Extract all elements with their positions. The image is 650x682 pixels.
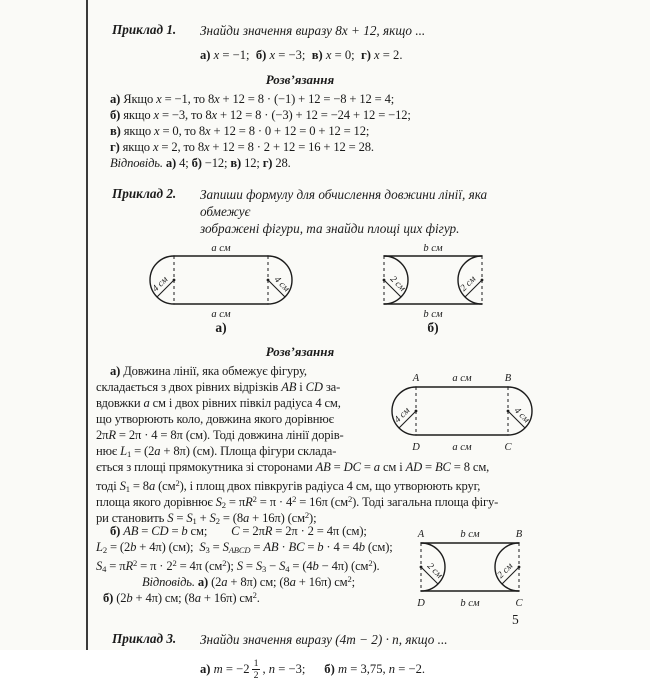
solution-line: а) Якщо x = −1, то 8x + 12 = 8 · (−1) + 12 = −8 + 12 = 4; [110,92,395,106]
solution-line: $S_4 = \pi R^2 = \pi \cdot 2^2 = 4\pi$ $(см^2)$; $S = S_3 - S_4 = (4b - 4\pi)$ $(см^2)$. [96,558,380,574]
example-2-solution-heading: Розв’язання [265,344,335,359]
radius-label: 2 см [495,561,516,581]
side-label-top: b см [423,243,443,254]
example-1-header [96,22,532,39]
vertex-c: C [504,442,512,453]
example-2-answer-b: б) (2b + 4π) см; (8a + 16π) $см^2$. [103,590,260,605]
page-edge-line [86,0,88,650]
example-2-answer-a: Відповідь. а) (2a + 8π) см; (8a + 16π) $см^2$; [142,574,355,589]
radius-label: 4 см [271,274,292,295]
stadium-top-bottom-sides [416,387,508,435]
side-label-bottom: а см [452,442,472,453]
vertex-d: D [412,442,420,453]
radius-label: 4 см [392,405,413,426]
example-1-label: Приклад 1. [112,22,177,37]
example-3-header [96,631,532,648]
radius-label: 2 см [424,561,445,581]
vertex-b: B [515,529,523,540]
figure-b-caption: б) [427,320,439,335]
side-label-bottom: b см [460,598,480,609]
vertex-b: B [504,373,512,384]
side-label-top: b см [460,529,480,540]
solution-line: $L_2 = (2b + 4\pi)$ (см); $S_3 = S_{ABCD}$ = AB · BC = b · 4 = 4b (см); [96,540,393,556]
example-2-label: Приклад 2. [112,186,177,201]
radius-label: 4 см [150,274,171,295]
page-number: 5 [512,612,519,627]
example-2-task: Запиши формулу для обчислення довжини лінії, яка обмежує зображені фігури, та знайди площі цих фігур. [200,187,488,236]
dashed-chords [416,387,508,435]
figure-a [136,241,306,337]
side-label-top: а см [452,373,472,384]
example-3-task: Знайди значення виразу (4m − 2) · n, якщо ... [200,632,448,647]
example-2-task-figures [96,241,532,337]
side-label-bottom: а см [211,309,231,320]
figure-b [372,241,494,337]
example-3-cases: а) m = −2 $\frac{1}{2}$ , n = −3; б) m = 3,75, n = −2. [200,657,426,681]
figure-a-caption: а) [215,320,227,335]
solution-line: 2πR = 2π · 4 = 8π (см). Тоді довжина лінії дорів- [96,428,344,442]
vertex-c: C [515,598,523,609]
solution-line: ється з площі прямокутника зі сторонами AB = DC = a см і AD = BC = 8 см, [96,460,490,474]
solution-line: тоді $S_1 = 8a$ $(см^2)$, і площ двох півкругів радіуса 4 см, що утворюють круг, [96,478,481,494]
side-label-bottom: b см [423,309,443,320]
side-label-top: а см [211,243,231,254]
example-2-solution-a-continued [96,459,532,526]
radius-label: 2 см [458,274,479,294]
solution-line: ри становить $S = S_1 + S_2 = (8a + 16\pi)$ $(см^2)$; [96,510,317,526]
example-1-task: Знайди значення виразу 8x + 12, якщо ... [200,23,426,38]
example-3-label: Приклад 3. [112,631,177,646]
solution-line: в) якщо x = 0, то 8x + 12 = 8 · 0 + 12 = 0 + 12 = 12; [110,124,370,138]
solution-line: складається з двох рівних відрізків AB і CD за- [96,380,341,394]
dashed-chords [174,256,268,304]
solution-b-text [96,523,398,611]
solution-figure-a [376,363,536,459]
solution-figure-b [408,523,532,611]
solution-line: а) Довжина лінії, яка обмежує фігуру, [110,364,307,378]
labeled-stadium-drawing [376,371,536,455]
labeled-concave-drawing [408,527,532,611]
example-1-answer: Відповідь. а) 4; б) −12; в) 12; г) 28. [110,156,291,170]
example-2-solution-a [96,363,532,459]
solution-line: площа якого дорівнює $S_2 = \pi R^2 = \pi \cdot 4^2 = 16\pi$ $(см^2)$. Тоді загальна площа фігу- [96,494,499,510]
solution-line: б) AB = CD = b см; C = 2πR = 2π · 2 = 4π (см); [110,524,367,538]
vertex-a: A [412,373,420,384]
stadium-figure-drawing [136,241,306,321]
solution-line: вдовжки a см і двох рівних півкіл радіуса 4 см, [96,396,341,410]
page-content [96,22,532,682]
concave-figure-drawing [372,241,494,321]
solution-line: що утворюють коло, довжина якого дорівнює [96,412,334,426]
example-1-solution-heading: Розв’язання [265,72,335,87]
example-1-solution [110,91,532,171]
solution-line: г) якщо x = 2, то 8x + 12 = 8 · 2 + 12 = 16 + 12 = 28. [110,140,374,154]
radius-label: 4 см [511,405,532,426]
vertex-d: D [417,598,425,609]
radius-label: 2 см [387,274,408,294]
solution-line: б) якщо x = −3, то 8x + 12 = 8 · (−3) + 12 = −24 + 12 = −12; [110,108,411,122]
solution-a-text [96,363,376,459]
example-2-header [96,186,532,237]
vertex-a: A [417,529,425,540]
example-2-solution-b [96,523,532,611]
stadium-top-bottom-sides [174,256,268,304]
example-1-cases: а) x = −1; б) x = −3; в) x = 0; г) x = 2. [200,48,403,62]
solution-line: нює $L_1 = (2a + 8\pi)$ (см). Площа фігури склада- [96,444,337,460]
